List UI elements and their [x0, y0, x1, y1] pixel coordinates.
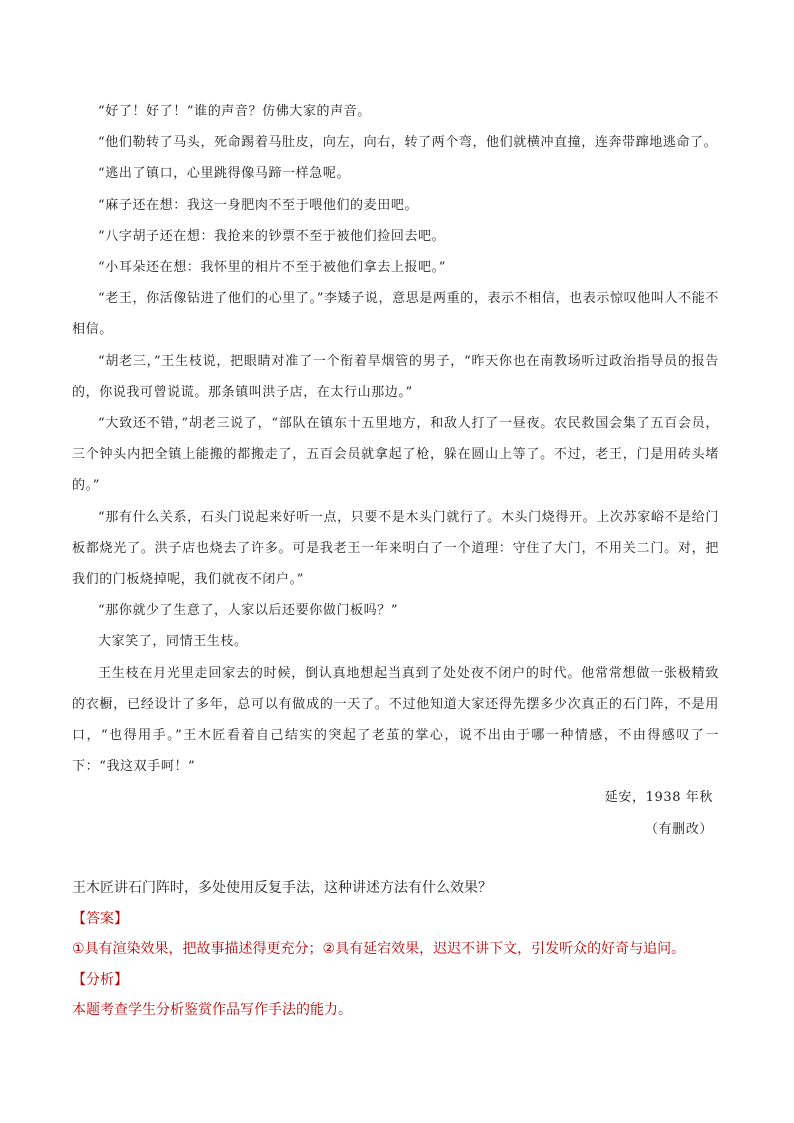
question-section	[72, 873, 722, 1026]
paragraph: 大家笑了，同情王生枝。	[98, 634, 248, 650]
dateline: 延安，1938 年秋	[604, 790, 713, 806]
paragraph: “麻子还在想：我这一身肥肉不至于喂他们的麦田吧。	[98, 197, 419, 213]
paragraph: “那你就少了生意了，人家以后还要你做门板吗？”	[98, 603, 399, 619]
paragraph: “八字胡子还在想：我抢来的钞票不至于被他们捡回去吧。	[98, 228, 446, 244]
paragraph: “老王，你活像钻进了他们的心里了。”李矮子说，意思是两重的，表示不相信，也表示惊叹他叫人不能不相信。	[72, 291, 719, 338]
paragraph: 王生枝在月光里走回家去的时候，倒认真地想起当真到了处处夜不闭户的时代。他常常想做一张极精致的衣橱，已经设计了多年，总可以有做成的一天了。不过他知道大家还得先摆多少次真正的石门阵，不是用口，“也得用手。”王木匠看着自己结实的突起了老茧的掌心，说不出由于哪一种情感，不由得感叹了一下：“我这双手呵！”	[72, 665, 719, 775]
analysis-text: 本题考查学生分析鉴赏作品写作手法的能力。	[72, 1002, 352, 1018]
paragraph: “胡老三，”王生枝说，把眼睛对准了一个衔着旱烟管的男子，“昨天你也在南教场听过政治指导员的报告的，你说我可曾说谎。那条镇叫洪子店，在太行山那边。”	[72, 353, 719, 400]
paragraph: “他们勒转了马头，死命踢着马肚皮，向左，向右，转了两个弯，他们就横冲直撞，连奔带蹿地逃命了。	[98, 135, 718, 151]
question-text: 王木匠讲石门阵时，多处使用反复手法，这种讲述方法有什么效果？	[72, 880, 492, 896]
paragraph: “小耳朵还在想：我怀里的相片不至于被他们拿去上报吧。”	[98, 260, 446, 276]
paragraph: “那有什么关系，石头门说起来好听一点，只要不是木头门就行了。木头门烧得开。上次苏家峪不是给门板都烧光了。洪子店也烧去了许多。可是我老王一年来明白了一个道理：守住了大门，不用关二门。对，把我们的门板烧掉呢，我们就夜不闭户。”	[72, 509, 719, 588]
paragraph: “大致还不错，”胡老三说了，“部队在镇东十五里地方，和敌人打了一昼夜。农民救国会集了五百会员，三个钟头内把全镇上能搬的都搬走了，五百会员就拿起了枪，躲在圆山上等了。不过，老王，门是用砖头堵的。”	[72, 416, 719, 494]
paragraph: “逃出了镇口，心里跳得像马蹄一样急呢。	[98, 166, 351, 182]
paragraph: “好了！好了！”谁的声音？仿佛大家的声音。	[98, 104, 371, 119]
analysis-tag: 【分析】	[72, 971, 128, 988]
answer-tag: 【答案】	[72, 910, 128, 927]
story-passage	[72, 96, 719, 845]
source-note: （有删改）	[644, 821, 713, 837]
answer-text: ①具有渲染效果，把故事描述得更充分；②具有延宕效果，迟迟不讲下文，引发听众的好奇与追问。	[72, 941, 686, 957]
